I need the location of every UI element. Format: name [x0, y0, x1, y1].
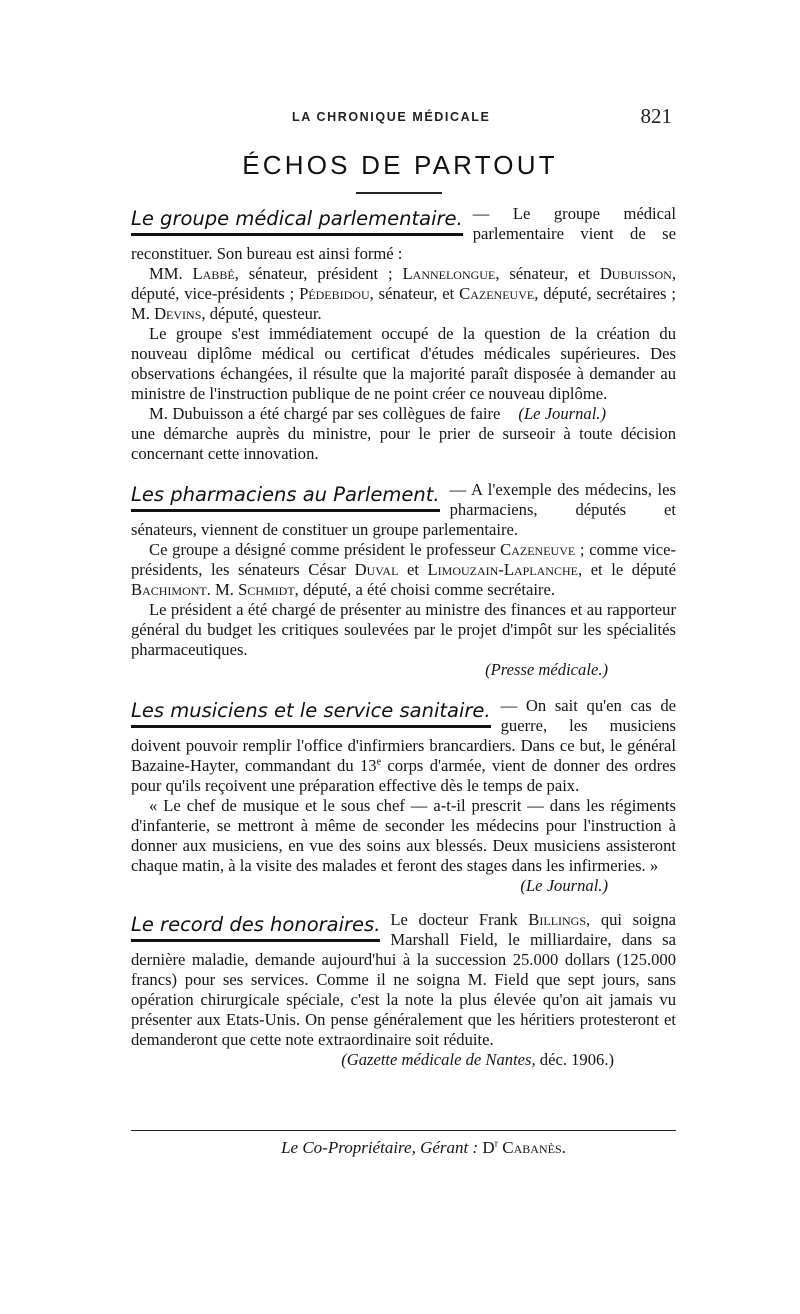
person-name: Labbé: [192, 264, 235, 283]
article-groupe-medical: [131, 204, 676, 464]
article-rubric: Les musiciens et le service sanitaire.: [131, 698, 491, 728]
journal-title: LA CHRONIQUE MÉDICALE: [292, 110, 491, 124]
article-musiciens: [131, 696, 676, 896]
article-source: (Presse médicale.): [485, 660, 608, 679]
person-name: Lannelongue: [402, 264, 496, 283]
page-number: 821: [640, 104, 672, 128]
article-pharmaciens: [131, 480, 676, 680]
running-head: [130, 104, 672, 132]
article-paragraph: MM. Labbé, sénateur, président ; Lannelongue, sénateur, et Dubuisson, député, vice-présidents ; Pédebidou, sénateur, et Cazeneuve, député, secrétaires ; M. Devins, député, questeur.: [131, 264, 676, 323]
article-source: (Gazette médicale de Nantes, déc. 1906.): [341, 1050, 614, 1069]
article-lead: Le docteur Frank Billings, qui soigna Marshall Field, le milliardaire, dans sa dernière maladie, demande aujourd'hui à la succession 25.000 dollars (125.000 francs) pour ses services. Comme il ne soigna M. Field que sept jours, sans opération chirurgicale spéciale, c'est la note la plus élevée qu'on ait jamais vu présenter aux Etats-Unis. On pense généralement que les héritiers protesteront et demanderont que cette note extraordinaire soit réduite.: [131, 910, 676, 1049]
person-name: Dubuisson: [599, 264, 672, 283]
title-rule: [356, 192, 442, 194]
article-paragraph: Ce groupe a désigné comme président le professeur Cazeneuve ; comme vice-présidents, les sénateurs César Duval et Limouzain-Laplanche, et le député Bachimont. M. Schmidt, député, a été choisi comme secrétaire.: [131, 540, 676, 599]
article-paragraph: Le président a été chargé de présenter au ministre des finances et au rapporteur général du budget les critiques soulevées par le projet d'impôt sur les spécialités pharmaceutiques.: [131, 600, 676, 659]
section-title: ÉCHOS DE PARTOUT: [242, 150, 558, 180]
article-paragraph: Le groupe s'est immédiatement occupé de la question de la création du nouveau diplôme médical ou certificat d'études médicales supérieures. Des observations échangées, il résulte que la majorité paraît disposée à demander au ministre de l'instruction publique de ne point créer ce nouveau diplôme.: [131, 324, 676, 403]
person-name: Cazeneuve: [500, 540, 576, 559]
article-source: (Le Journal.): [518, 404, 606, 423]
person-name: Billings: [528, 910, 587, 929]
article-rubric: Le groupe médical parlementaire.: [131, 206, 463, 236]
article-column: [131, 200, 676, 1070]
footer-rule: [131, 1130, 676, 1131]
person-name: Limouzain-Laplanche: [427, 560, 578, 579]
article-lead: — A l'exemple des médecins, les pharmaciens, députés et sénateurs, viennent de constituer un groupe parlementaire.: [131, 480, 676, 539]
article-quote: « Le chef de musique et le sous chef — a-t-il prescrit — dans les régiments d'infanterie, se mettront à même de seconder les médecins pour l'instruction à donner aux musiciens, en vue des soins aux blessés. Deux musiciens assisteront chaque matin, à la visite des malades et feront des stages dans les infirmeries. »: [131, 796, 676, 875]
person-name: Pédebidou: [299, 284, 370, 303]
article-rubric: Les pharmaciens au Parlement.: [131, 482, 440, 512]
person-name: Schmidt: [238, 580, 295, 599]
person-name: Bachimont: [131, 580, 207, 599]
person-name: Cabanès.: [498, 1138, 566, 1157]
article-record-honoraires: [131, 910, 676, 1070]
article-source: (Le Journal.): [520, 876, 608, 895]
person-name: Cazeneuve: [459, 284, 535, 303]
article-paragraph: (Le Journal.) M. Dubuisson a été chargé par ses collègues de faire une démarche auprès du ministre, pour le prier de surseoir à toute décision concernant cette innovation.: [131, 404, 676, 463]
article-rubric: Le record des honoraires.: [131, 912, 380, 942]
footer-credit: Le Co-Propriétaire, Gérant : $D^r$ Cabanès.: [281, 1138, 566, 1157]
article-lead: — Le groupe médical parlementaire vient de se reconstituer. Son bureau est ainsi formé :: [131, 204, 676, 263]
person-name: Duval: [354, 560, 399, 579]
person-name: Devins: [154, 304, 202, 323]
article-lead: — On sait qu'en cas de guerre, les musiciens doivent pouvoir remplir l'office d'infirmiers brancardiers. Dans ce but, le général Bazaine-Hayter, commandant du 13e corps d'armée, vient de donner des ordres pour qu'ils reçoivent une préparation effective dès le temps de paix.: [131, 696, 677, 795]
